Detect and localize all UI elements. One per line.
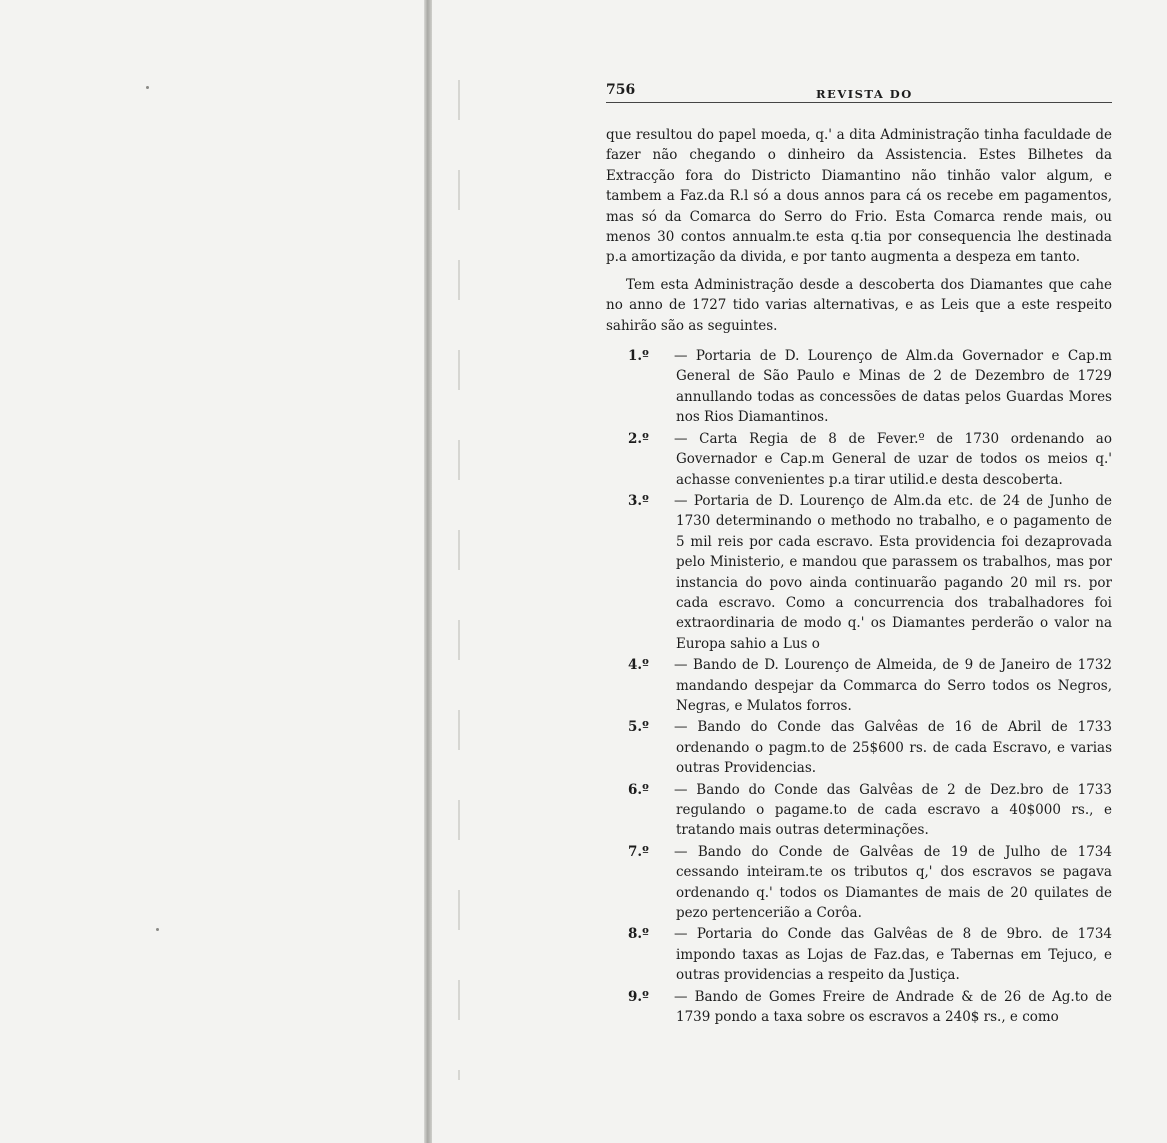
item-text: — Bando do Conde das Galvêas de 16 de Abril de 1733 ordenando o pagm.to de 25$600 rs. de cada Escravo, e varias outras Providencias. [674, 719, 1112, 777]
book-gutter [424, 0, 432, 1143]
paper-speck [146, 86, 149, 89]
journal-title: REVISTA DO [816, 87, 913, 101]
list-item [606, 346, 1112, 428]
item-number: 2.º [628, 430, 649, 447]
item-text: — Portaria de D. Lourenço de Alm.da etc. de 24 de Junho de 1730 determinando o methodo no trabalho, e o pagamento de 5 mil reis por cada escravo. Esta providencia foi dezaprovada pelo Ministerio, e mandou que parassem os trabalhos, mas por instancia do povo ainda continuarão pagando 20 mil rs. por cada escravo. Como a concurrencia dos trabalhadores foi extraordinaria de modo q.' os Diamantes perderão o valor na Europa sahio a Lus o [674, 492, 1112, 652]
list-item [606, 780, 1112, 841]
item-number: 3.º [628, 492, 649, 509]
item-number: 1.º [628, 348, 649, 365]
item-number: 8.º [628, 926, 649, 943]
item-text: — Bando de D. Lourenço de Almeida, de 9 de Janeiro de 1732 mandando despejar da Commarca do Serro todos os Negros, Negras, e Mulatos forros. [674, 657, 1112, 714]
item-text: — Carta Regia de 8 de Fever.º de 1730 ordenando ao Governador e Cap.m General de uzar de todos os meios q.' achasse convenientes p.a tirar utilid.e desta descoberta. [674, 430, 1112, 488]
running-head [606, 82, 1112, 103]
page-edge-shadow [458, 80, 460, 1080]
list-item [606, 655, 1112, 716]
legislation-list [606, 346, 1112, 1027]
item-text: — Bando do Conde das Galvêas de 2 de Dez.bro de 1733 regulando o pagame.to de cada escravo a 40$000 rs., e tratando mais outras determinações. [674, 781, 1112, 839]
page-number: 756 [606, 82, 636, 98]
list-item [606, 987, 1112, 1028]
item-text: — Bando do Conde de Galvêas de 19 de Julho de 1734 cessando inteiram.te os tributos q,' dos escravos se pagava ordenando q.' todos os Diamantes de mais de 20 quilates de pezo pertencerião a Corôa. [674, 843, 1112, 922]
item-number: 5.º [628, 719, 649, 736]
item-text: — Portaria de D. Lourenço de Alm.da Governador e Cap.m General de São Paulo e Minas de 2 de Dezembro de 1729 annullando todas as concessões de datas pelos Guardas Mores nos Rios Diamantinos. [674, 348, 1112, 426]
list-item [606, 842, 1112, 924]
paper-speck [156, 928, 159, 931]
body-paragraph: que resultou do papel moeda, q.' a dita Administração tinha faculdade de fazer não chegando o dinheiro da Assistencia. Estes Bilhetes da Extracção fora do Districto Diamantino não tinhão valor algum, e tambem a Faz.da R.l só a dous annos para cá os recebe em pagamentos, mas só da Comarca do Serro do Frio. Esta Comarca rende mais, ou menos 30 contos annualm.te esta q.tia por consequencia lhe destinada p.a amortização da divida, e por tanto augmenta a despeza em tanto. [606, 127, 1112, 266]
item-number: 9.º [628, 988, 649, 1005]
item-number: 7.º [628, 843, 649, 860]
list-item [606, 717, 1112, 778]
list-item [606, 924, 1112, 985]
book-page [606, 82, 1112, 1028]
item-number: 6.º [628, 781, 649, 798]
item-text: — Bando de Gomes Freire de Andrade & de 26 de Ag.to de 1739 pondo a taxa sobre os escravos a 240$ rs., e como [674, 988, 1112, 1026]
body-paragraph: Tem esta Administração desde a descoberta dos Diamantes que cahe no anno de 1727 tido varias alternativas, e as Leis que a este respeito sahirão são as seguintes. [606, 276, 1112, 334]
list-item [606, 491, 1112, 654]
list-item [606, 429, 1112, 490]
item-text: — Portaria do Conde das Galvêas de 8 de 9bro. de 1734 impondo taxas as Lojas de Faz.das, e Tabernas em Tejuco, e outras providencias a respeito da Justiça. [674, 926, 1112, 984]
item-number: 4.º [628, 657, 649, 674]
